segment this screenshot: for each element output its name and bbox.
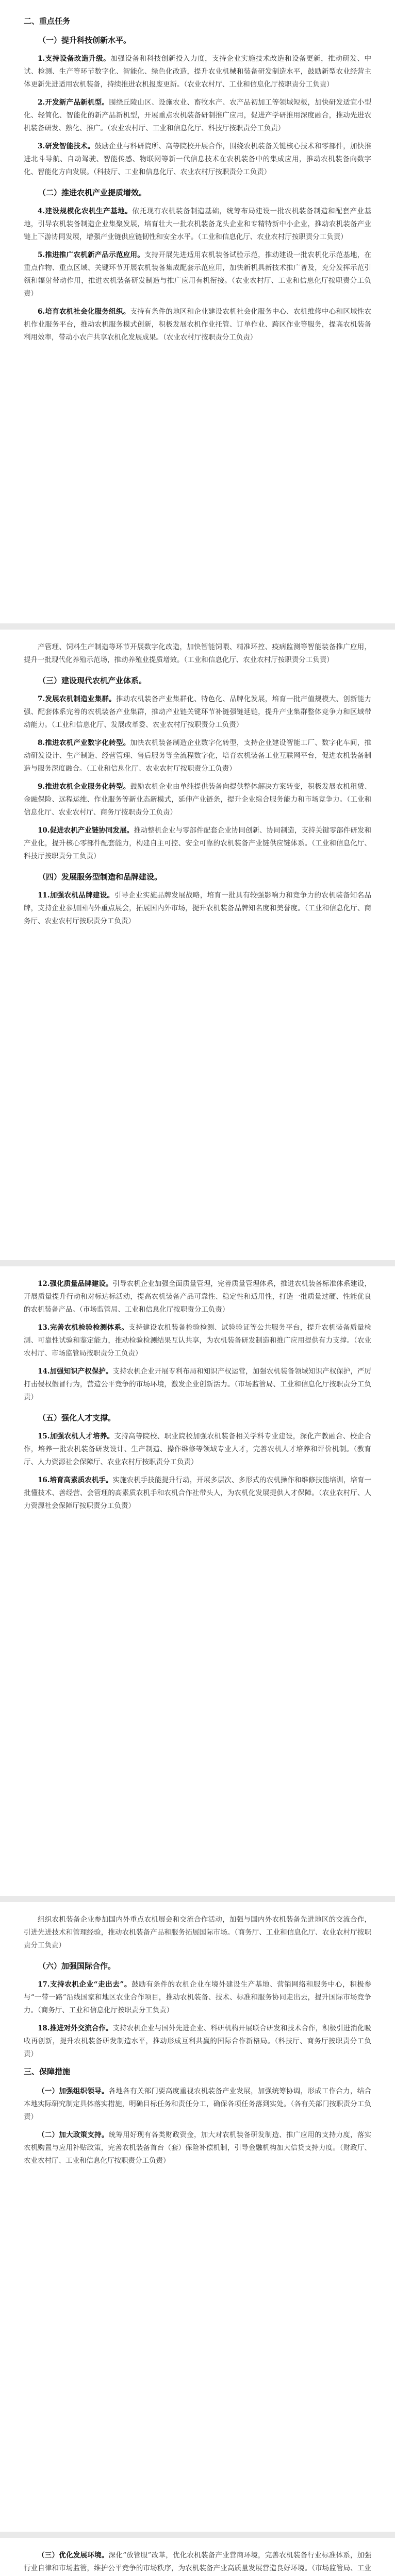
paragraph-text: 支持农机企业与国外先进企业、科研机构开展联合研发和技术合作，积极引进消化吸收再创新，提升农机装备研发制造水平，推动形成互利共赢的国际合作新格局。（科技厅、商务厅按职责分工负责）	[24, 2024, 371, 2058]
paragraph-text: 支持有条件的地区和企业建设农机社会化服务中心、农机维修中心和区域性农机作业服务平台，推动农机服务模式创新，积极发展农机作业托管、订单作业、跨区作业等服务，提高农机装备利用效率，带动小农户共享农机化发展成果。（农业农村厅按职责分工负责）	[24, 308, 372, 342]
paragraph-text: 围绕丘陵山区、设施农业、畜牧水产、农产品初加工等领域短板，加快研发适宜小型化、轻简化、智能化的新产品新机型，开展重点农机装备研制推广应用，促进产学研推用深度融合，推动先进农机装备研发、熟化、推广。（农业农村厅、工业和信息化厅、科技厅按职责分工负责）	[24, 98, 372, 132]
paragraph-text: 加强设备和科技创新投入力度，支持企业实施技术改造和设备更新，推动研发、中试、检测、生产等环节数字化、智能化、绿色化改造，提升农业机械和装备研发制造水平，鼓励新型农业经营主体更新先进适用农机装备，持续推进农机报废更新。（农业农村厅、工业和信息化厅按职责分工负责）	[24, 55, 372, 89]
section-heading: 三、保障措施	[24, 2067, 71, 2076]
body-paragraph	[24, 641, 371, 667]
paragraph-lead: 12.强化质量品牌建设。	[38, 1280, 113, 1288]
paragraph-lead: 6.培育农机社会化服务组织。	[38, 308, 130, 316]
body-paragraph	[24, 889, 371, 928]
paragraph-lead: 9.推进农机企业服务化转型。	[38, 783, 130, 791]
body-paragraph	[24, 2129, 371, 2167]
document-page-4	[0, 1902, 395, 2532]
paragraph-text: 各地各有关部门要高度重视农机装备产业发展，加强统筹协调，形成工作合力，结合本地实际研究制定具体落实措施，明确目标任务和责任分工，确保各项任务落到实处。（各有关部门按职责分工负责）	[24, 2087, 372, 2121]
body-paragraph	[24, 2022, 371, 2061]
subsection-heading: （三）建设现代农机产业体系。	[38, 676, 147, 685]
subsection-heading: （四）发展服务型制造和品牌建设。	[38, 872, 162, 882]
paragraph-lead: 11.加强农机品牌建设。	[38, 891, 114, 900]
paragraph-lead: 14.加强知识产权保护。	[38, 1367, 113, 1376]
body-paragraph	[24, 824, 371, 863]
body-paragraph	[24, 1321, 371, 1360]
paragraph-lead: 10.促进农机产业链协同发展。	[38, 826, 134, 835]
paragraph-lead: 16.培育高素质农机手。	[38, 1476, 113, 1484]
paragraph-text: 推动农机装备产业集群化、特色化、品牌化发展，培育一批产值规模大、创新能力强、配套体系完善的农机装备产业集群，推动产业链关键环节补链强链延链，提升产业集群整体竞争力和区域带动能力。（工业和信息化厅、发展改革委、农业农村厅按职责分工负责）	[24, 695, 372, 729]
body-paragraph	[24, 249, 371, 300]
paragraph-text: 鼓励企业与科研院所、高等院校开展合作，围绕农机装备关键核心技术和零部件，加快推进北斗导航、自动驾驶、智能传感、物联网等新一代信息技术在农机装备中的集成应用，推动农机装备向数字化、智能化方向发展。（科技厅、工业和信息化厅、农业农村厅按职责分工负责）	[24, 142, 372, 176]
subsection-heading: （二）推进农机产业提质增效。	[38, 188, 147, 197]
paragraph-lead: 2.开发新产品新机型。	[38, 98, 109, 107]
body-paragraph	[24, 140, 371, 179]
paragraph-lead: 17.支持农机企业“走出去”。	[38, 1980, 131, 1989]
paragraph-text: 引导农机企业加强全面质量管理，完善质量管理体系，推进农机装备标准体系建设，开展质量提升行动和对标达标活动，提高农机装备产品可靠性、稳定性和适用性，打造一批质量过硬、性能优良的农机装备产品。（市场监管局、工业和信息化厅按职责分工负责）	[24, 1280, 371, 1314]
paragraph-lead: 7.发展农机制造业集群。	[38, 695, 116, 703]
paragraph-lead: （一）加强组织领导。	[38, 2087, 109, 2095]
document-page-2	[0, 630, 395, 1260]
paragraph-lead: 1.支持设备改造升级。	[38, 55, 111, 63]
paragraph-text: 鼓励农机企业由单纯提供装备向提供整体解决方案转变，积极发展农机租赁、金融保险、远程运维、作业服务等新业态新模式，延伸产业链条，提升企业综合服务能力和市场竞争力。（工业和信息化厅、农业农村厅、商务厅按职责分工负责）	[24, 783, 372, 817]
paragraph-lead: 4.建设规模化农机生产基地。	[38, 207, 133, 215]
paragraph-text: 深化“放管服”改革，优化农机装备产业营商环境，完善农机装备行业标准体系，加强行业自律和市场监管，维护公平竞争的市场秩序，为农机装备产业高质量发展营造良好环境。（市场监管局、工业	[24, 2551, 371, 2572]
paragraph-text: 推动整机企业与零部件配套企业协同创新、协同制造，支持关键零部件研发和产业化，提升核心零部件配套能力，构建自主可控、安全可靠的农机装备产业链供应链体系。（工业和信息化厅、科技厅按职责分工负责）	[24, 826, 371, 860]
section-heading: 二、重点任务	[24, 16, 71, 26]
body-paragraph	[24, 2549, 371, 2576]
paragraph-text: 鼓励有条件的农机企业在境外建设生产基地、营销网络和服务中心，积极参与“一带一路”沿线国家和地区农业合作项目，推动农机装备、技术、标准和服务协同走出去，提升国际市场竞争力。（商务厅、工业和信息化厅按职责分工负责）	[24, 1980, 371, 2014]
body-paragraph	[24, 1365, 371, 1404]
subsection-heading: （五）强化人才支撑。	[38, 1413, 116, 1422]
paragraph-lead: 13.完善农机检验检测体系。	[38, 1324, 129, 1332]
paragraph-text: 引导企业实施品牌发展战略，培育一批具有较强影响力和竞争力的农机装备知名品牌，支持企业参加国内外重点展会，拓展国内外市场，提升农机装备品牌知名度和美誉度。（工业和信息化厅、商务厅、农业农村厅按职责分工负责）	[24, 891, 371, 925]
body-paragraph	[24, 2085, 371, 2124]
body-paragraph	[24, 1278, 371, 1316]
paragraph-text: 加快农机装备制造企业数字化转型，支持企业建设智能工厂、数字化车间，推动研发设计、生产制造、经营管理、售后服务等全流程数字化，培育农机装备工业互联网平台，促进农机装备制造与服务深度融合。（工业和信息化厅、农业农村厅按职责分工负责）	[24, 739, 372, 773]
paragraph-lead: 3.研发智能技术。	[38, 142, 95, 150]
paragraph-text: 支持农机企业开展专利布局和知识产权运营，加强农机装备领域知识产权保护，严厉打击侵权假冒行为，营造公平竞争的市场环境，激发企业创新活力。（市场监管局、工业和信息化厅按职责分工负责）	[24, 1367, 371, 1401]
body-paragraph	[24, 781, 371, 819]
body-paragraph	[24, 53, 371, 91]
body-paragraph	[24, 1430, 371, 1469]
document-page-5	[0, 2538, 395, 2576]
paragraph-lead: 15.加强农机人才培养。	[38, 1432, 114, 1440]
body-paragraph	[24, 737, 371, 775]
paragraph-lead: （三）优化发展环境。	[38, 2551, 109, 2560]
document-page-3	[0, 1266, 395, 1896]
paragraph-lead: 8.推进农机产业数字化转型。	[38, 739, 130, 747]
paragraph-lead: （二）加大政策支持。	[38, 2131, 109, 2139]
paragraph-text: 支持高等院校、职业院校加强农机装备相关学科专业建设，深化产教融合、校企合作，培养一批农机装备研发设计、生产制造、操作维修等领域专业人才，完善农机人才培养和评价机制。（教育厅、人力资源社会保障厅、农业农村厅按职责分工负责）	[24, 1432, 371, 1466]
paragraph-text: 产管理、饲料生产制造等环节开展数字化改造，加快智能饲喂、精准环控、疫病监测等智能装备推广应用，提升一批现代化养殖示范场，推动养殖业提质增效。（工业和信息化厅、农业农村厅按职责分工负责）	[24, 643, 371, 664]
subsection-heading: （一）提升科技创新水平。	[38, 36, 131, 45]
paragraph-text: 依托现有农机装备制造基础，统筹布局建设一批农机装备制造和配套产业基地，引导农机装备制造企业集聚发展，培育壮大一批农机装备龙头企业和专精特新中小企业，推动农机装备产业链上下游协同发展，增强产业链供应链韧性和安全水平。（工业和信息化厅、农业农村厅按职责分工负责）	[24, 207, 372, 241]
paragraph-lead: 18.推进对外交流合作。	[38, 2024, 113, 2032]
paragraph-text: 支持开展先进适用农机装备试验示范，推动建设一批农机化示范基地，在重点作物、重点区域、关键环节开展农机装备集成配套示范应用，加快新机具新技术推广普及，充分发挥示范引领和辐射带动作用，推进农机装备研发制造与推广应用有机衔接。（农业农村厅、工业和信息化厅按职责分工负责）	[24, 251, 372, 298]
paragraph-lead: 5.推进推广农机新产品示范应用。	[38, 251, 144, 259]
document-page-1	[0, 0, 395, 623]
paragraph-text: 组织农机装备企业参加国内外重点农机展会和交流合作活动，加强与国内外农机装备先进地区的交流合作，引进先进技术和管理经验，推动农机装备产品和服务拓展国际市场。（商务厅、工业和信息化厅、农业农村厅按职责分工负责）	[24, 1916, 371, 1950]
body-paragraph	[24, 1474, 371, 1513]
subsection-heading: （六）加强国际合作。	[38, 1961, 116, 1971]
paragraph-text: 支持建设农机装备检验检测、试验验证等公共服务平台，提升农机装备质量检测、可靠性试验和鉴定能力，推动检验检测结果互认共享，为农机装备研发制造和推广应用提供有力支撑。（农业农村厅、市场监管局按职责分工负责）	[24, 1324, 371, 1358]
paragraph-text: 实施农机手技能提升行动，开展多层次、多形式的农机操作和维修技能培训，培育一批懂技术、善经营、会管理的高素质农机手和农机合作社带头人，为农机化发展提供人才保障。（农业农村厅、人力资源社会保障厅按职责分工负责）	[24, 1476, 371, 1510]
body-paragraph	[24, 306, 371, 344]
body-paragraph	[24, 96, 371, 135]
body-paragraph	[24, 1978, 371, 2017]
body-paragraph	[24, 205, 371, 244]
body-paragraph	[24, 1913, 371, 1952]
body-paragraph	[24, 693, 371, 732]
paragraph-text: 统筹用好现有各类财政资金，加大对农机装备研发制造、推广应用的支持力度，落实农机购置与应用补贴政策，完善农机装备首台（套）保险补偿机制，引导金融机构加大信贷支持力度。（财政厅、农业农村厅、工业和信息化厅按职责分工负责）	[24, 2131, 372, 2165]
